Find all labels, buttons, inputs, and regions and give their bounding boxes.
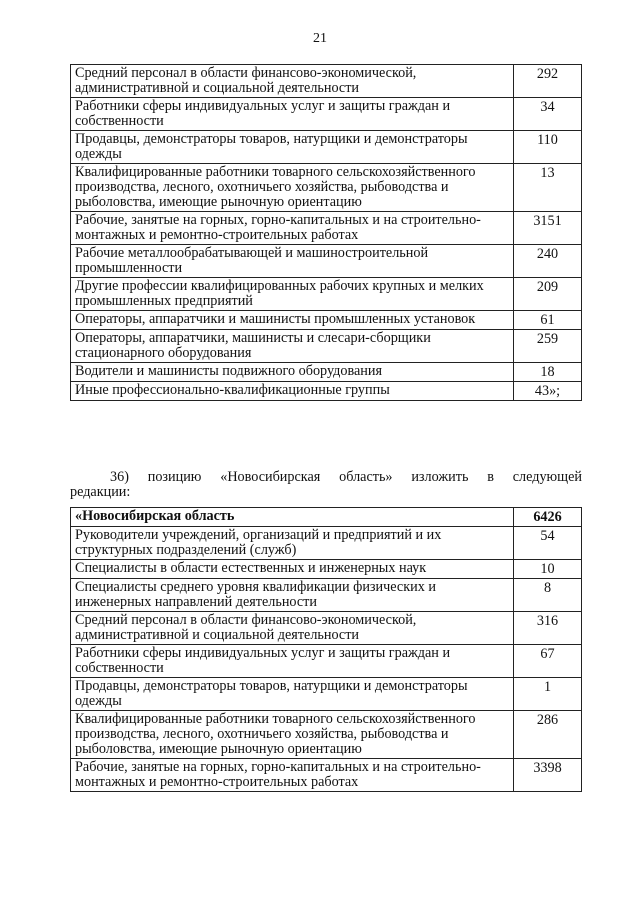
table-row bbox=[71, 311, 582, 330]
paragraph-word: 36) bbox=[110, 469, 129, 485]
paragraph-word: «Новосибирская bbox=[220, 469, 321, 485]
amendment-paragraph bbox=[70, 470, 582, 500]
table-row bbox=[71, 645, 582, 678]
row-value: 67 bbox=[514, 645, 582, 678]
table-row bbox=[71, 759, 582, 792]
row-value: 286 bbox=[514, 711, 582, 759]
row-label: Специалисты среднего уровня квалификации физических и инженерных направлений деятельности bbox=[71, 579, 514, 612]
row-label: Квалифицированные работники товарного сельскохозяйственного производства, лесного, охотничьего хозяйства, рыбоводства и рыболовства, имеющие рыночную ориентацию bbox=[71, 164, 514, 212]
table-row bbox=[71, 212, 582, 245]
row-label: Водители и машинисты подвижного оборудования bbox=[71, 363, 514, 382]
row-value: 240 bbox=[514, 245, 582, 278]
row-label: Квалифицированные работники товарного сельскохозяйственного производства, лесного, охотничьего хозяйства, рыбоводства и рыболовства, имеющие рыночную ориентацию bbox=[71, 711, 514, 759]
occupation-table-novosibirsk bbox=[70, 507, 582, 792]
row-value: 1 bbox=[514, 678, 582, 711]
row-label: Продавцы, демонстраторы товаров, натурщики и демонстраторы одежды bbox=[71, 131, 514, 164]
row-value: 18 bbox=[514, 363, 582, 382]
row-value: 34 bbox=[514, 98, 582, 131]
row-label: Иные профессионально-квалификационные группы bbox=[71, 382, 514, 401]
table-row bbox=[71, 579, 582, 612]
row-label: Руководители учреждений, организаций и предприятий и их структурных подразделений (служб) bbox=[71, 527, 514, 560]
table-row bbox=[71, 164, 582, 212]
paragraph-word: позицию bbox=[147, 469, 202, 485]
row-label: Работники сферы индивидуальных услуг и защиты граждан и собственности bbox=[71, 98, 514, 131]
row-value: 316 bbox=[514, 612, 582, 645]
row-label: Другие профессии квалифицированных рабочих крупных и мелких промышленных предприятий bbox=[71, 278, 514, 311]
occupation-table-1 bbox=[70, 64, 582, 401]
table-row bbox=[71, 382, 582, 401]
row-value: 8 bbox=[514, 579, 582, 612]
paragraph-word: следующей bbox=[512, 469, 582, 485]
table-row bbox=[71, 278, 582, 311]
page-number: 21 bbox=[313, 31, 327, 46]
row-label: Рабочие, занятые на горных, горно-капитальных и на строительно-монтажных и ремонтно-строительных работах bbox=[71, 212, 514, 245]
paragraph-word: в bbox=[487, 469, 494, 485]
row-label: Продавцы, демонстраторы товаров, натурщики и демонстраторы одежды bbox=[71, 678, 514, 711]
row-value: 209 bbox=[514, 278, 582, 311]
paragraph-word: изложить bbox=[411, 469, 469, 485]
row-label: Работники сферы индивидуальных услуг и защиты граждан и собственности bbox=[71, 645, 514, 678]
row-value: 259 bbox=[514, 330, 582, 363]
paragraph-line: редакции: bbox=[70, 484, 131, 500]
row-value: 61 bbox=[514, 311, 582, 330]
table-row bbox=[71, 98, 582, 131]
row-label: Операторы, аппаратчики и машинисты промышленных установок bbox=[71, 311, 514, 330]
row-value: 43»; bbox=[514, 382, 582, 401]
row-value: 10 bbox=[514, 560, 582, 579]
table-row bbox=[71, 560, 582, 579]
row-value: 13 bbox=[514, 164, 582, 212]
row-label: Рабочие металлообрабатывающей и машиностроительной промышленности bbox=[71, 245, 514, 278]
row-value: 3151 bbox=[514, 212, 582, 245]
table-row bbox=[71, 612, 582, 645]
table-row bbox=[71, 678, 582, 711]
region-name: «Новосибирская область bbox=[71, 508, 514, 527]
table-header-row bbox=[71, 508, 582, 527]
row-value: 54 bbox=[514, 527, 582, 560]
row-label: Средний персонал в области финансово-экономической, административной и социальной деятельности bbox=[71, 612, 514, 645]
table-row bbox=[71, 330, 582, 363]
row-value: 110 bbox=[514, 131, 582, 164]
row-label: Средний персонал в области финансово-экономической, административной и социальной деятельности bbox=[71, 65, 514, 98]
table-row bbox=[71, 131, 582, 164]
row-label: Рабочие, занятые на горных, горно-капитальных и на строительно-монтажных и ремонтно-строительных работах bbox=[71, 759, 514, 792]
table-row bbox=[71, 245, 582, 278]
row-value: 292 bbox=[514, 65, 582, 98]
row-value: 3398 bbox=[514, 759, 582, 792]
table-row bbox=[71, 65, 582, 98]
table-row bbox=[71, 527, 582, 560]
paragraph-word: область» bbox=[339, 469, 393, 485]
table-row bbox=[71, 711, 582, 759]
row-label: Специалисты в области естественных и инженерных наук bbox=[71, 560, 514, 579]
paragraph-line bbox=[70, 470, 582, 485]
region-total: 6426 bbox=[514, 508, 582, 527]
table-row bbox=[71, 363, 582, 382]
row-label: Операторы, аппаратчики, машинисты и слесари-сборщики стационарного оборудования bbox=[71, 330, 514, 363]
